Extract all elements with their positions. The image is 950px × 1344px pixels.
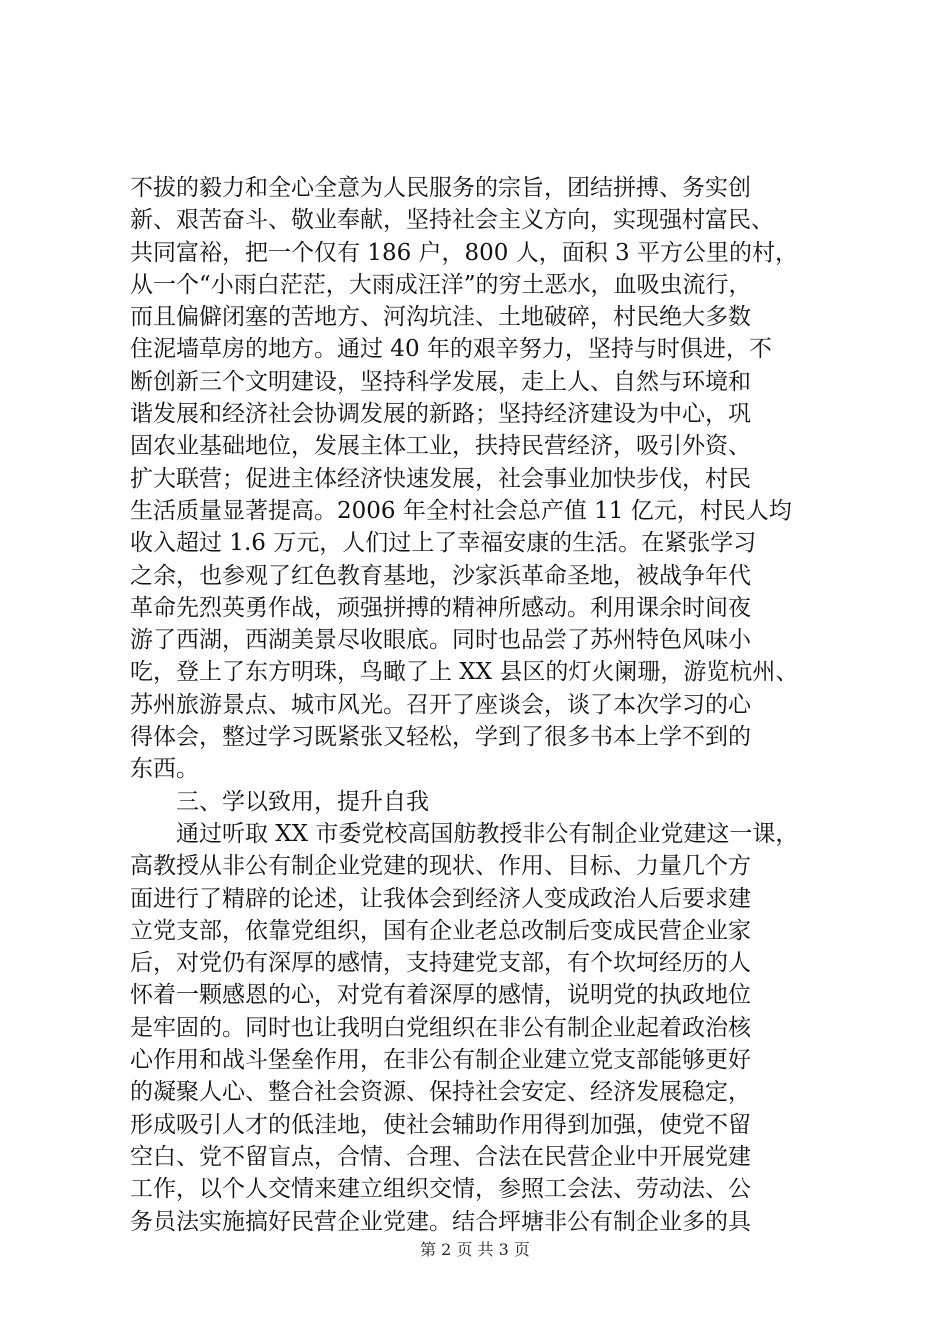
text-line: 工作，以个人交情来建立组织交情，参照工会法、劳动法、公 bbox=[130, 1176, 751, 1203]
text-line: 高教授从非公有制企业党建的现状、作用、目标、力量几个方 bbox=[130, 853, 751, 880]
text-line: 谐发展和经济社会协调发展的新路；坚持经济建设为中心，巩 bbox=[130, 401, 751, 428]
text-line: 立党支部，依靠党组织，国有企业老总改制后变成民营企业家 bbox=[130, 917, 751, 944]
text-line: 面进行了精辟的论述，让我体会到经济人变成政治人后要求建 bbox=[130, 885, 751, 912]
text-line: 得体会，整过学习既紧张又轻松，学到了很多书本上学不到的 bbox=[130, 724, 751, 751]
text-line: 收入超过 1.6 万元，人们过上了幸福安康的生活。在紧张学习 bbox=[130, 530, 757, 557]
text-line: 苏州旅游景点、城市风光。召开了座谈会，谈了本次学习的心 bbox=[130, 691, 751, 718]
text-line: 新、艰苦奋斗、敬业奉献，坚持社会主义方向，实现强村富民、 bbox=[130, 207, 774, 234]
text-line: 扩大联营；促进主体经济快速发展，社会事业加快步伐，村民 bbox=[130, 465, 751, 492]
text-line: 怀着一颗感恩的心，对党有着深厚的感情，说明党的执政地位 bbox=[130, 982, 751, 1009]
paragraph-continued bbox=[130, 172, 836, 786]
text-line: 东西。 bbox=[130, 756, 199, 783]
text-line: 共同富裕，把一个仅有 186 户，800 人，面积 3 平方公里的村， bbox=[130, 239, 798, 266]
text-line: 住泥墙草房的地方。通过 40 年的艰辛努力，坚持与时俱进，不 bbox=[130, 336, 772, 363]
text-line: 通过听取 XX 市委党校高国舫教授非公有制企业党建这一课， bbox=[176, 820, 799, 847]
document-body bbox=[130, 172, 836, 1238]
text-line: 固农业基础地位，发展主体工业，扶持民营经济，吸引外资、 bbox=[130, 433, 751, 460]
text-line: 断创新三个文明建设，坚持科学发展，走上人、自然与环境和 bbox=[130, 368, 751, 395]
text-line: 游了西湖，西湖美景尽收眼底。同时也品尝了苏州特色风味小 bbox=[130, 627, 751, 654]
text-line: 空白、党不留盲点，合情、合理、合法在民营企业中开展党建 bbox=[130, 1143, 751, 1170]
text-line: 的凝聚人心、整合社会资源、保持社会安定、经济发展稳定， bbox=[130, 1079, 751, 1106]
page-number-footer: 第 2 页 共 3 页 bbox=[420, 1240, 530, 1259]
section-heading: 三、学以致用，提升自我 bbox=[176, 788, 429, 815]
text-line: 不拔的毅力和全心全意为人民服务的宗旨，团结拼搏、务实创 bbox=[130, 175, 751, 201]
text-line: 后，对党仍有深厚的感情，支持建党支部，有个坎坷经历的人 bbox=[130, 950, 751, 977]
text-line: 生活质量显著提高。2006 年全村社会总产值 11 亿元，村民人均 bbox=[130, 497, 792, 524]
text-line: 吃，登上了东方明珠，鸟瞰了上 XX 县区的灯火阑珊，游览杭州、 bbox=[130, 659, 799, 686]
paragraph-section-3 bbox=[130, 818, 836, 1238]
text-line: 革命先烈英勇作战，顽强拼搏的精神所感动。利用课余时间夜 bbox=[130, 594, 751, 621]
text-line: 是牢固的。同时也让我明白党组织在非公有制企业起着政治核 bbox=[130, 1014, 751, 1041]
text-line: 从一个“小雨白茫茫，大雨成汪洋”的穷土恶水，血吸虫流行， bbox=[130, 271, 752, 298]
text-line: 务员法实施搞好民营企业党建。结合坪塘非公有制企业多的具 bbox=[130, 1208, 751, 1235]
text-line: 而且偏僻闭塞的苦地方、河沟坑洼、土地破碎，村民绝大多数 bbox=[130, 304, 751, 331]
text-line: 心作用和战斗堡垒作用，在非公有制企业建立党支部能够更好 bbox=[130, 1047, 751, 1074]
text-line: 之余，也参观了红色教育基地，沙家浜革命圣地，被战争年代 bbox=[130, 562, 751, 589]
text-line: 形成吸引人才的低洼地，使社会辅助作用得到加强，使党不留 bbox=[130, 1111, 751, 1138]
